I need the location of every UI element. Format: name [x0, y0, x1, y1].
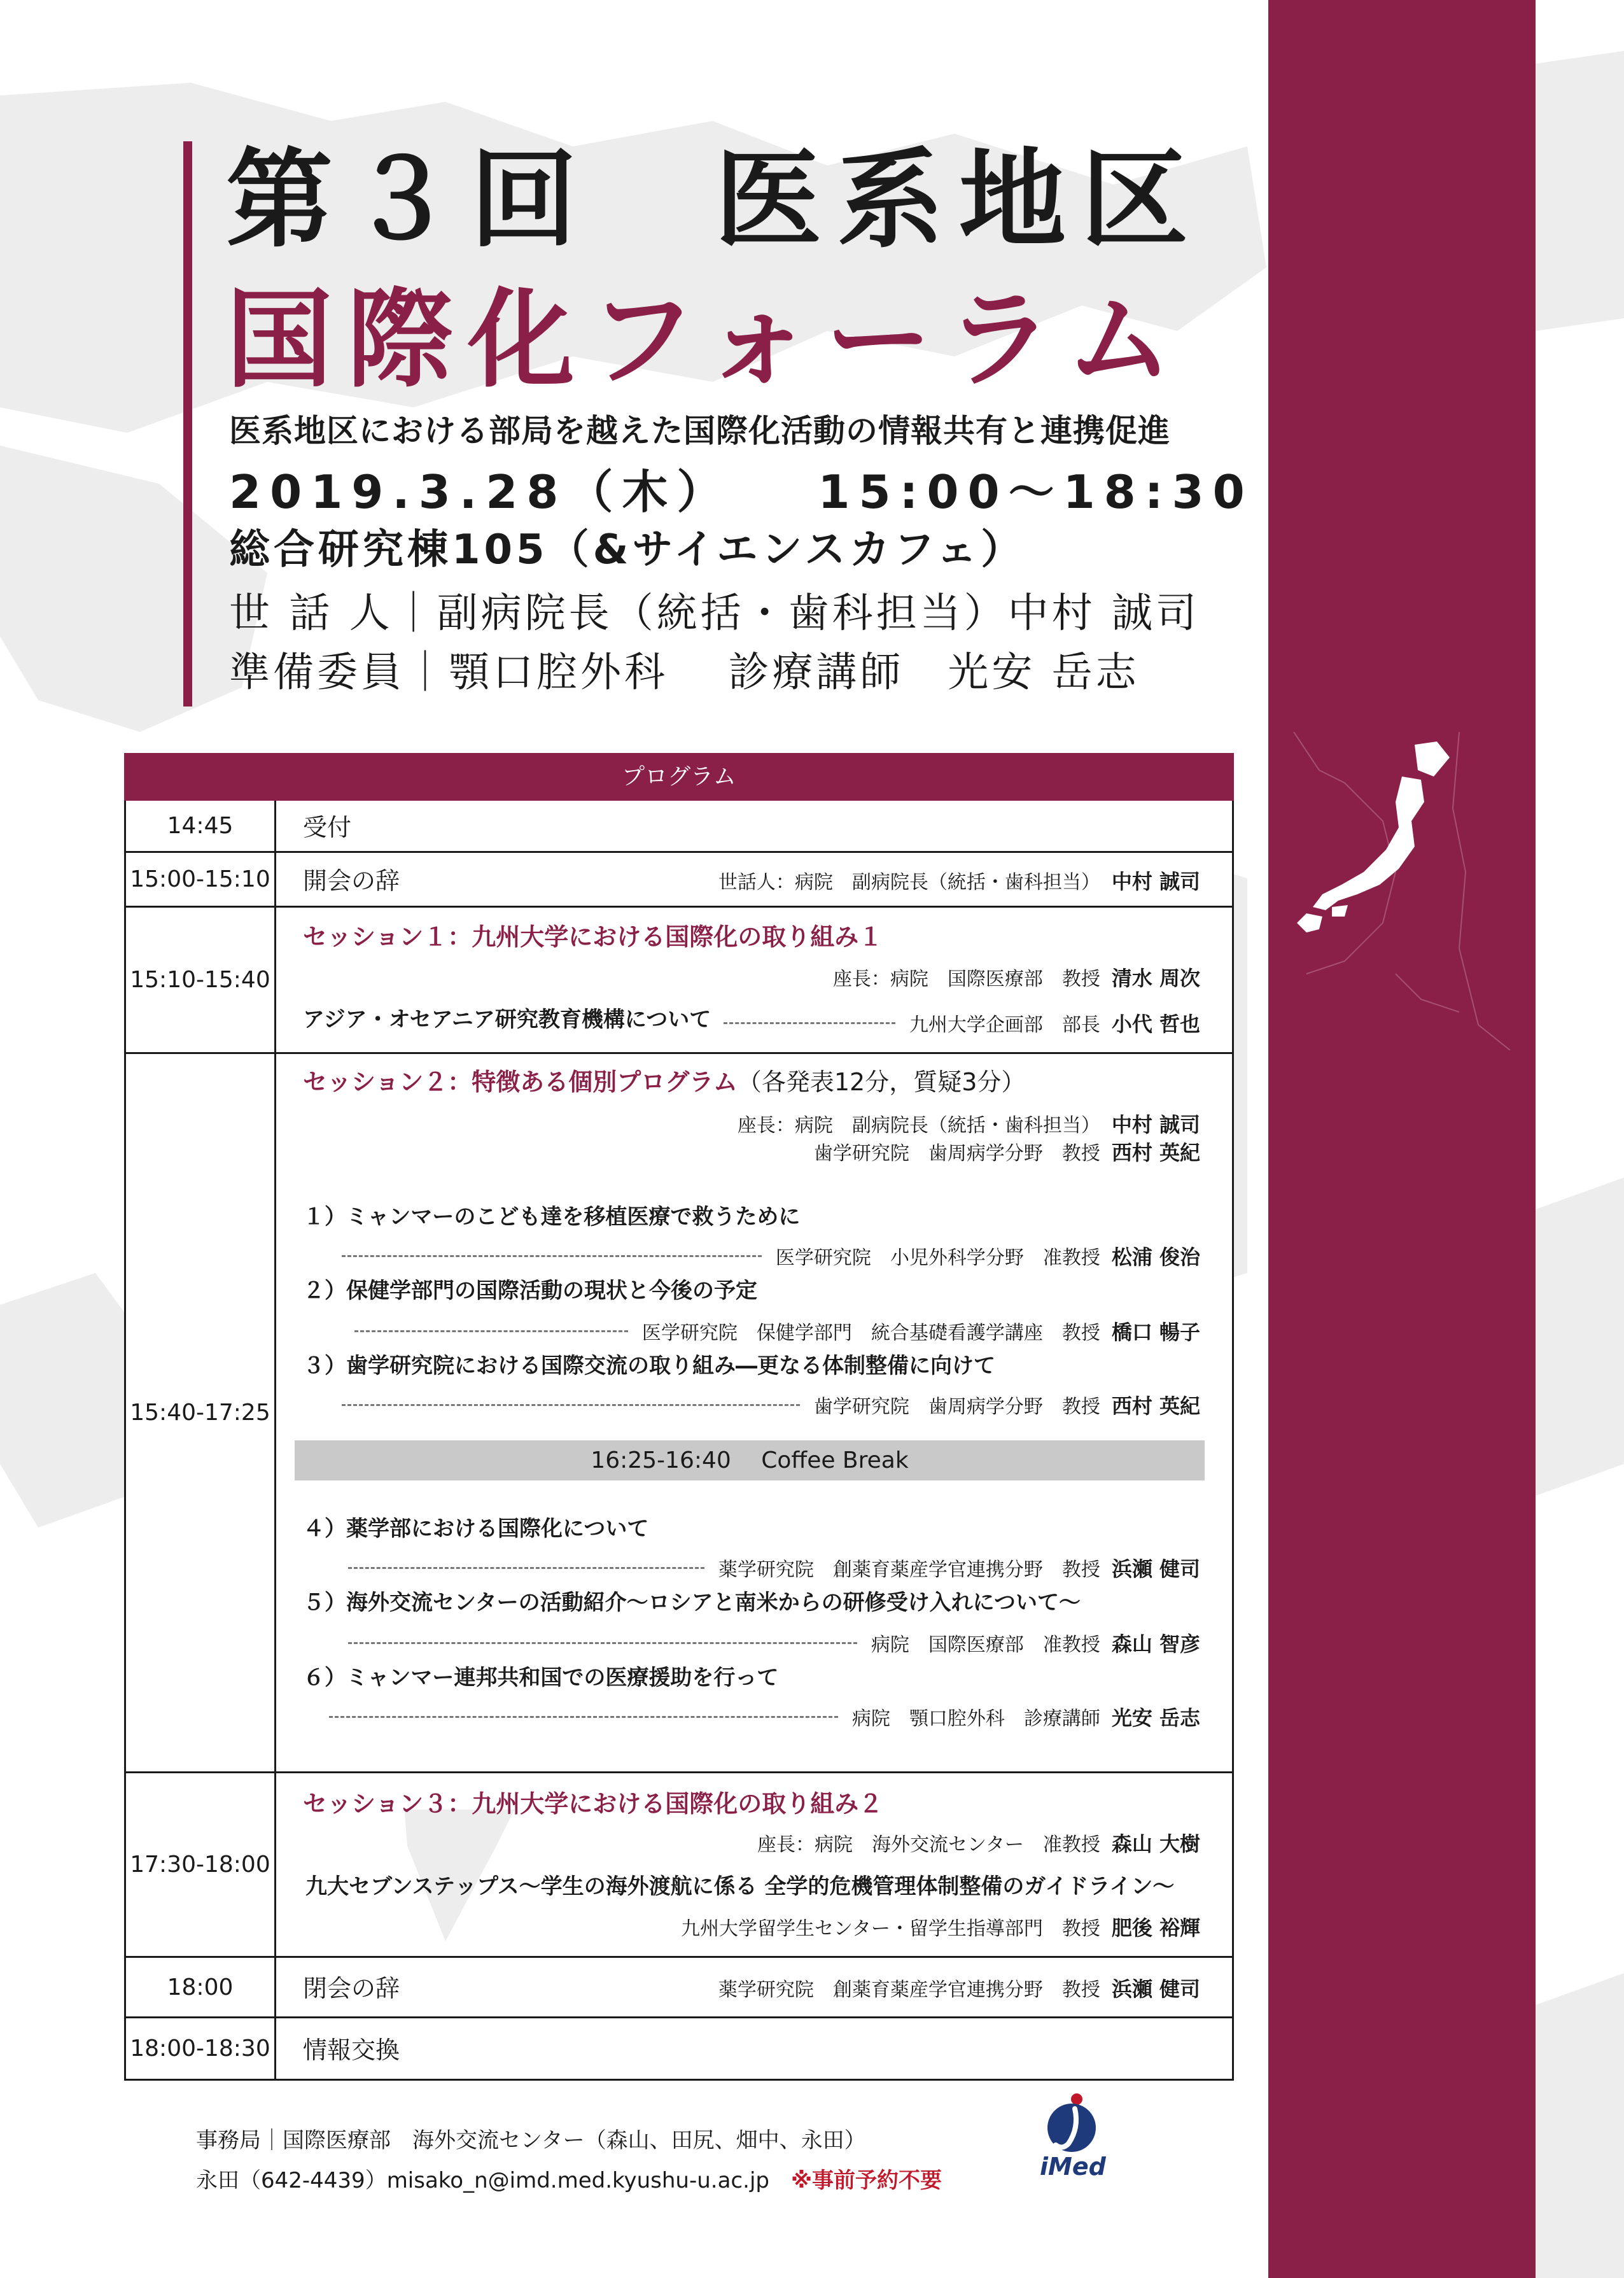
session1-title: セッション１：九州大学における国際化の取り組み１: [303, 923, 883, 951]
row-reception: [124, 801, 1234, 853]
committee-line: [229, 649, 1140, 696]
talk-6-speaker: [329, 1702, 1200, 1731]
speaker-role: 病院 国際医療部 准教授: [871, 1634, 1100, 1656]
footer-contact: [196, 2163, 942, 2194]
session2-title: [303, 1068, 1025, 1097]
exchange-label: 情報交換: [303, 2036, 400, 2064]
row-closing: [124, 1958, 1234, 2018]
session2-note: （各発表12分，質疑3分）: [737, 1068, 1026, 1096]
talk-6-title: ６）ミャンマー連邦共和国での医療援助を行って: [303, 1665, 779, 1691]
talk-1-speaker: [342, 1241, 1200, 1270]
side-band: [1268, 0, 1536, 2278]
speaker-name: 中村 誠司: [1111, 869, 1200, 894]
chair-name: 清水 周次: [1111, 966, 1200, 990]
program-header: プログラム: [124, 753, 1234, 801]
speaker-name: 浜瀬 健司: [1111, 1977, 1200, 2001]
program-table: [124, 753, 1234, 2064]
leader-dash: [348, 1567, 704, 1569]
speaker-role: 病院 顎口腔外科 診療講師: [851, 1708, 1100, 1730]
chair-name: 中村 誠司: [1111, 1113, 1200, 1137]
leader-dash: [724, 1022, 895, 1024]
chair-role: 座長：病院 国際医療部 教授: [832, 968, 1100, 990]
notice: ※事前予約不要: [790, 2168, 942, 2193]
talk-3-speaker: [342, 1390, 1200, 1419]
session3-talk-speaker: [681, 1912, 1200, 1941]
reception-label: 受付: [303, 813, 352, 841]
logo-text: iMed: [1040, 2153, 1106, 2181]
speaker-role: 薬学研究院 創薬育薬産学官連携分野 教授: [718, 1559, 1100, 1581]
session2-chair1: [738, 1113, 1200, 1137]
committee-value: 顎口腔外科 診療講師 光安 岳志: [449, 649, 1140, 696]
time-cell: 15:00-15:10: [126, 853, 276, 906]
session1-talk-title: アジア・オセアニア研究教育機構について: [303, 1007, 711, 1032]
time-cell: 14:45: [126, 801, 276, 851]
opening-label: 開会の辞: [303, 867, 400, 895]
session1-talk-speaker: [724, 1008, 1200, 1037]
event-date: 2019.3.28（木） 15:00〜18:30: [229, 465, 1254, 519]
row-opening: [124, 853, 1234, 908]
time-cell: 15:40-17:25: [126, 1054, 276, 1771]
time-cell: 15:10-15:40: [126, 908, 276, 1052]
coffee-break: 16:25-16:40 Coffee Break: [295, 1440, 1205, 1480]
speaker-role: 薬学研究院 創薬育薬産学官連携分野 教授: [718, 1979, 1100, 2001]
chair-role: 座長：病院 海外交流センター 准教授: [757, 1834, 1100, 1856]
leader-dash: [348, 1642, 857, 1644]
leader-dash: [354, 1330, 628, 1332]
chair-role: 座長：病院 副病院長（統括・歯科担当）: [737, 1114, 1100, 1137]
chair-role: 歯学研究院 歯周病学分野 教授: [813, 1143, 1100, 1165]
speaker-role: 九州大学留学生センター・留学生指導部門 教授: [681, 1918, 1100, 1940]
organizer-line: [229, 590, 1200, 637]
row-exchange: [124, 2018, 1234, 2081]
row-session2: [124, 1054, 1234, 1773]
speaker-name: 肥後 裕輝: [1111, 1916, 1200, 1940]
talk-2-title: ２）保健学部門の国際活動の現状と今後の予定: [303, 1278, 757, 1304]
session2-chair2: [814, 1141, 1200, 1165]
speaker-role: 歯学研究院 歯周病学分野 教授: [813, 1396, 1100, 1418]
speaker-role: 世話人：病院 副病院長（統括・歯科担当）: [718, 871, 1100, 894]
talk-2-speaker: [354, 1316, 1200, 1346]
footer-office: 事務局｜国際医療部 海外交流センター（森山、田尻、畑中、永田）: [196, 2128, 866, 2153]
organizer-label: 世 話 人｜: [229, 590, 437, 637]
speaker-name: 小代 哲也: [1111, 1012, 1200, 1036]
event-venue: 総合研究棟105（&サイエンスカフェ）: [229, 526, 1026, 573]
talk-5-speaker: [348, 1628, 1200, 1657]
opening-speaker: [718, 869, 1200, 894]
time-cell: 17:30-18:00: [126, 1773, 276, 1956]
speaker-name: 光安 岳志: [1111, 1706, 1200, 1730]
closing-label: 閉会の辞: [303, 1974, 400, 2002]
session3-title: セッション３：九州大学における国際化の取り組み２: [303, 1790, 883, 1818]
speaker-name: 西村 英紀: [1111, 1394, 1200, 1418]
subtitle: 医系地区における部局を越えた国際化活動の情報共有と連携促進: [229, 412, 1170, 449]
talk-1-title: １）ミャンマーのこども達を移植医療で救うために: [303, 1204, 801, 1230]
page-title-line1: 第３回 医系地区: [226, 137, 1203, 262]
organizer-value: 副病院長（統括・歯科担当）中村 誠司: [437, 590, 1200, 637]
leader-dash: [329, 1716, 838, 1718]
speaker-name: 森山 智彦: [1111, 1632, 1200, 1656]
talk-4-speaker: [348, 1553, 1200, 1582]
speaker-role: 九州大学企画部 部長: [909, 1014, 1100, 1036]
chair-name: 西村 英紀: [1111, 1141, 1200, 1165]
title-accent-bar: [183, 141, 192, 707]
committee-label: 準備委員｜: [229, 649, 449, 696]
japan-map-icon: [1268, 732, 1536, 1050]
page-title-line2: 国際化フォーラム: [226, 278, 1187, 402]
speaker-name: 松浦 俊治: [1111, 1245, 1200, 1269]
session2-title-text: セッション２：特徴ある個別プログラム: [303, 1068, 738, 1096]
row-session1: [124, 908, 1234, 1054]
row-session3: [124, 1773, 1234, 1958]
speaker-role: 医学研究院 小児外科学分野 准教授: [775, 1247, 1100, 1269]
speaker-name: 橋口 暢子: [1111, 1320, 1200, 1344]
leader-dash: [342, 1255, 762, 1257]
session1-chair: [833, 966, 1200, 991]
speaker-role: 医学研究院 保健学部門 統合基礎看護学講座 教授: [641, 1322, 1100, 1344]
contact-text: 永田（642-4439）misako_n@imd.med.kyushu-u.ac.jp: [196, 2168, 769, 2193]
talk-4-title: ４）薬学部における国際化について: [303, 1516, 649, 1542]
leader-dash: [342, 1404, 800, 1406]
talk-5-title: ５）海外交流センターの活動紹介〜ロシアと南米からの研修受け入れについて〜: [303, 1590, 1081, 1615]
talk-3-title: ３）歯学研究院における国際交流の取り組み―更なる体制整備に向けて: [303, 1353, 995, 1379]
time-cell: 18:00-18:30: [126, 2018, 276, 2079]
speaker-name: 浜瀬 健司: [1111, 1557, 1200, 1581]
time-cell: 18:00: [126, 1958, 276, 2016]
session3-chair: [757, 1832, 1200, 1857]
chair-name: 森山 大樹: [1111, 1832, 1200, 1856]
closing-speaker: [718, 1977, 1200, 2002]
session3-talk-title: 九大セブンステップス〜学生の海外渡航に係る 全学的危機管理体制整備のガイドライン〜: [305, 1874, 1175, 1899]
